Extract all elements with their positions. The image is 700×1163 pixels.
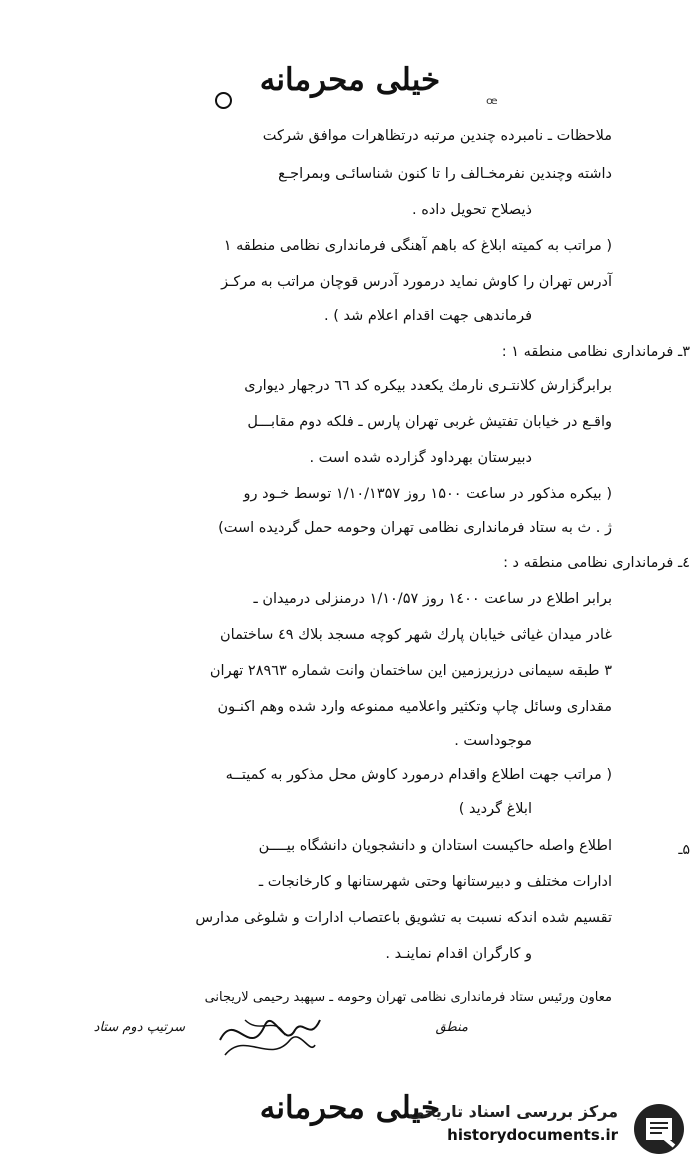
s4-line-7: ابلاغ گردید ) [458,801,532,817]
p1-line-1: ملاحظات ـ نامبرده چندین مرتبه درتظاهرات موافق شرکت [262,128,612,144]
circle-mark [215,92,232,109]
handwritten-note: منطق [435,1020,468,1035]
p1-line-3: ذیصلاح تحویل داده . [412,202,532,218]
s4-line-6: ( مراتب جهت اطلاع واقدام درمورد کاوش محل مذکور به کمیتــه [225,767,612,783]
s4-line-5: موجوداست . [454,733,532,749]
p1-line-4: ( مراتب به کمیته ابلاغ که باهم آهنگی فرمانداری نظامی منطقه ۱ [223,238,612,254]
s3-line-3: دبیرستان بهرداود گزارده شده است . [309,450,532,466]
archive-watermark [408,1100,698,1160]
p1-line-2: داشته وچندین نفرمخـالف را تا کنون شناسائـی وبمراجـع [278,166,612,182]
s3-line-5: ژ . ث به ستاد فرمانداری نظامی تهران وحومه حمل گردیده است) [218,520,612,536]
pen-mark: ꟹ [486,94,498,115]
watermark-url: historydocuments.ir [447,1126,618,1144]
handwritten-rank: سرتیپ دوم ستاد [93,1020,185,1035]
s5-line-1: اطلاع واصله حاکیست استادان و دانشجویان دانشگاه بیــــن [258,838,612,854]
classification-footer: خیلی محرمانه [259,1090,441,1126]
s3-line-1: برابرگزارش کلانتـری نارمك یکعدد بیکره کد ٦٦ درجهار دیواری [244,378,612,394]
section-5-number: ۵ـ [678,842,690,858]
p1-line-6: فرماندهی جهت اقدام اعلام شد ) . [324,308,532,324]
s4-line-3: ۳ طبقه سیمانی درزیرزمین این ساختمان وانت شماره ۲۸۹٦۳ تهران [209,663,612,679]
s4-line-4: مقداری وسائل چاپ وتکثیر واعلامیه ممنوعه وارد شده وهم اکنـون [217,699,612,715]
signatory-title: معاون ورئیس ستاد فرمانداری نظامی تهران وحومه ـ سپهبد رحیمی لاریجانی [204,990,612,1005]
s4-line-2: غادر میدان غیاثی خیابان پارك شهر کوچه مسجد بلاك ٤٩ ساختمان [220,627,612,643]
s5-line-3: تقسیم شده اندکه نسبت به تشویق باعتصاب ادارات و شلوغی مدارس [195,910,612,926]
s3-line-2: واقـع در خیابان تفتیش غربی تهران پارس ـ فلکه دوم مقابـــل [247,414,612,430]
watermark-title: مرکز بررسی اسناد تاریخی [408,1102,618,1121]
signature-scribble [215,1000,325,1070]
section-4-heading: ٤ـ فرمانداری نظامی منطقه د : [503,555,690,571]
s5-line-2: ادارات مختلف و دبیرستانها وحتی شهرستانها و کارخانجات ـ [258,874,612,890]
section-3-heading: ۳ـ فرمانداری نظامی منطقه ۱ : [501,344,690,360]
s3-line-4: ( بیکره مذکور در ساعت ۱۵۰۰ روز ۱/۱۰/۱۳۵۷ توسط خـود رو [243,486,612,502]
classification-header: خیلی محرمانه [259,62,441,98]
s5-line-4: و کارگران اقدام نماینـد . [385,946,532,962]
p1-line-5: آدرس تهران را کاوش نماید درمورد آدرس قوچان مراتب به مرکـز [221,274,612,290]
archive-logo-icon [632,1102,686,1156]
s4-line-1: برابر اطلاع در ساعت ۱٤۰۰ روز ۱/۱۰/۵۷ درمنزلی درمیدان ـ [253,591,612,607]
